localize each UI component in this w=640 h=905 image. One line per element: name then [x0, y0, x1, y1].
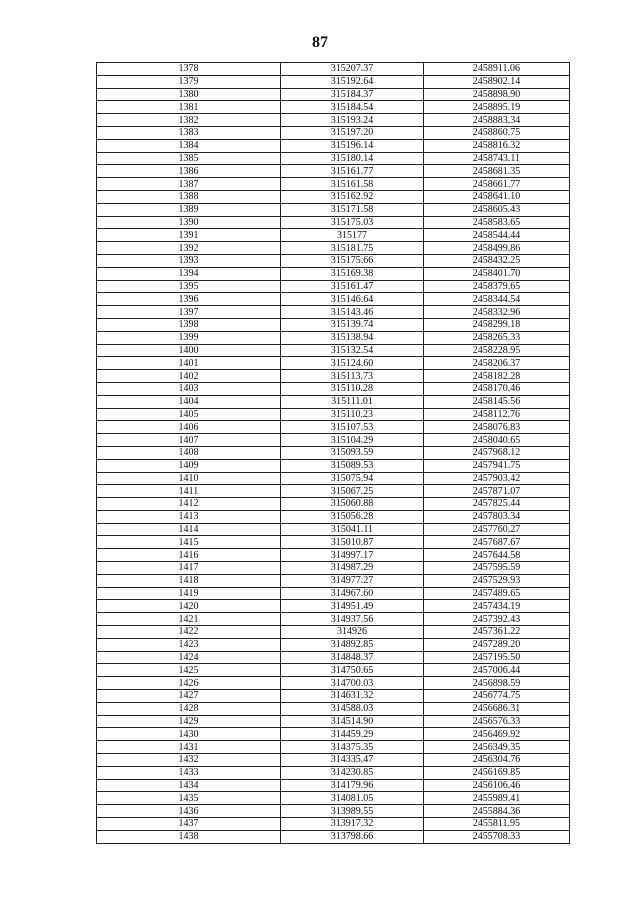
point-number-cell: 1436 — [97, 805, 281, 818]
table-row — [97, 677, 570, 690]
point-number-cell: 1378 — [97, 63, 281, 76]
table-row — [97, 741, 570, 754]
point-number-cell: 1433 — [97, 766, 281, 779]
y-coordinate-cell: 2456469.92 — [424, 728, 570, 741]
y-coordinate-cell: 2457595.59 — [424, 562, 570, 575]
table-row — [97, 587, 570, 600]
y-coordinate-cell: 2458344.54 — [424, 293, 570, 306]
point-number-cell: 1414 — [97, 523, 281, 536]
x-coordinate-cell: 315162.92 — [281, 190, 424, 203]
y-coordinate-cell: 2456106.46 — [424, 779, 570, 792]
table-row — [97, 318, 570, 331]
table-row — [97, 485, 570, 498]
table-row — [97, 101, 570, 114]
table-row — [97, 331, 570, 344]
table-row — [97, 152, 570, 165]
y-coordinate-cell: 2458170.46 — [424, 382, 570, 395]
y-coordinate-cell: 2458902.14 — [424, 75, 570, 88]
point-number-cell: 1431 — [97, 741, 281, 754]
x-coordinate-cell: 315056.28 — [281, 510, 424, 523]
point-number-cell: 1403 — [97, 382, 281, 395]
point-number-cell: 1399 — [97, 331, 281, 344]
x-coordinate-cell: 315161.77 — [281, 165, 424, 178]
table-row — [97, 779, 570, 792]
x-coordinate-cell: 314459.29 — [281, 728, 424, 741]
x-coordinate-cell: 314335.47 — [281, 754, 424, 767]
x-coordinate-cell: 315175.66 — [281, 254, 424, 267]
x-coordinate-cell: 315181.75 — [281, 242, 424, 255]
point-number-cell: 1380 — [97, 88, 281, 101]
point-number-cell: 1406 — [97, 421, 281, 434]
x-coordinate-cell: 315175.03 — [281, 216, 424, 229]
point-number-cell: 1404 — [97, 395, 281, 408]
point-number-cell: 1397 — [97, 306, 281, 319]
point-number-cell: 1384 — [97, 139, 281, 152]
table-row — [97, 395, 570, 408]
y-coordinate-cell: 2458641.10 — [424, 190, 570, 203]
table-row — [97, 562, 570, 575]
y-coordinate-cell: 2458883.34 — [424, 114, 570, 127]
y-coordinate-cell: 2458401.70 — [424, 267, 570, 280]
point-number-cell: 1401 — [97, 357, 281, 370]
point-number-cell: 1382 — [97, 114, 281, 127]
table-row — [97, 370, 570, 383]
point-number-cell: 1421 — [97, 613, 281, 626]
point-number-cell: 1383 — [97, 126, 281, 139]
y-coordinate-cell: 2457941.75 — [424, 459, 570, 472]
table-row — [97, 267, 570, 280]
x-coordinate-cell: 315192.64 — [281, 75, 424, 88]
x-coordinate-cell: 314967.60 — [281, 587, 424, 600]
y-coordinate-cell: 2456686.31 — [424, 702, 570, 715]
table-row — [97, 792, 570, 805]
table-row — [97, 690, 570, 703]
x-coordinate-cell: 315111.01 — [281, 395, 424, 408]
table-row — [97, 549, 570, 562]
x-coordinate-cell: 315132.54 — [281, 344, 424, 357]
y-coordinate-cell: 2457392.43 — [424, 613, 570, 626]
table-row — [97, 446, 570, 459]
table-row — [97, 715, 570, 728]
point-number-cell: 1385 — [97, 152, 281, 165]
x-coordinate-cell: 315184.37 — [281, 88, 424, 101]
x-coordinate-cell: 315177 — [281, 229, 424, 242]
y-coordinate-cell: 2457760.27 — [424, 523, 570, 536]
y-coordinate-cell: 2458816.32 — [424, 139, 570, 152]
point-number-cell: 1429 — [97, 715, 281, 728]
y-coordinate-cell: 2458583.65 — [424, 216, 570, 229]
x-coordinate-cell: 314951.49 — [281, 600, 424, 613]
x-coordinate-cell: 315146.64 — [281, 293, 424, 306]
table-row — [97, 638, 570, 651]
point-number-cell: 1437 — [97, 818, 281, 831]
table-row — [97, 805, 570, 818]
x-coordinate-cell: 315107.53 — [281, 421, 424, 434]
table-row — [97, 818, 570, 831]
table-row — [97, 203, 570, 216]
table-row — [97, 242, 570, 255]
point-number-cell: 1379 — [97, 75, 281, 88]
point-number-cell: 1425 — [97, 664, 281, 677]
table-row — [97, 190, 570, 203]
table-row — [97, 830, 570, 843]
y-coordinate-cell: 2458076.83 — [424, 421, 570, 434]
point-number-cell: 1426 — [97, 677, 281, 690]
x-coordinate-cell: 314926 — [281, 626, 424, 639]
y-coordinate-cell: 2456774.75 — [424, 690, 570, 703]
x-coordinate-cell: 314977.27 — [281, 574, 424, 587]
point-number-cell: 1422 — [97, 626, 281, 639]
x-coordinate-cell: 315060.88 — [281, 498, 424, 511]
point-number-cell: 1415 — [97, 536, 281, 549]
point-number-cell: 1398 — [97, 318, 281, 331]
y-coordinate-cell: 2457006.44 — [424, 664, 570, 677]
table-row — [97, 216, 570, 229]
y-coordinate-cell: 2456304.76 — [424, 754, 570, 767]
y-coordinate-cell: 2458112.76 — [424, 408, 570, 421]
table-row — [97, 421, 570, 434]
x-coordinate-cell: 315124.60 — [281, 357, 424, 370]
y-coordinate-cell: 2457903.42 — [424, 472, 570, 485]
point-number-cell: 1408 — [97, 446, 281, 459]
x-coordinate-cell: 314997.17 — [281, 549, 424, 562]
x-coordinate-cell: 314848.37 — [281, 651, 424, 664]
x-coordinate-cell: 315161.58 — [281, 178, 424, 191]
point-number-cell: 1417 — [97, 562, 281, 575]
x-coordinate-cell: 315093.59 — [281, 446, 424, 459]
y-coordinate-cell: 2458379.65 — [424, 280, 570, 293]
table-row — [97, 293, 570, 306]
table-row — [97, 280, 570, 293]
table-row — [97, 574, 570, 587]
point-number-cell: 1423 — [97, 638, 281, 651]
x-coordinate-cell: 313798.66 — [281, 830, 424, 843]
y-coordinate-cell: 2456349.35 — [424, 741, 570, 754]
y-coordinate-cell: 2457434.19 — [424, 600, 570, 613]
x-coordinate-cell: 315169.38 — [281, 267, 424, 280]
point-number-cell: 1396 — [97, 293, 281, 306]
point-number-cell: 1394 — [97, 267, 281, 280]
point-number-cell: 1388 — [97, 190, 281, 203]
point-number-cell: 1400 — [97, 344, 281, 357]
x-coordinate-cell: 314750.65 — [281, 664, 424, 677]
table-row — [97, 651, 570, 664]
x-coordinate-cell: 315089.53 — [281, 459, 424, 472]
x-coordinate-cell: 315104.29 — [281, 434, 424, 447]
point-number-cell: 1424 — [97, 651, 281, 664]
x-coordinate-cell: 315138.94 — [281, 331, 424, 344]
table-row — [97, 306, 570, 319]
y-coordinate-cell: 2457489.65 — [424, 587, 570, 600]
point-number-cell: 1387 — [97, 178, 281, 191]
y-coordinate-cell: 2458182.28 — [424, 370, 570, 383]
point-number-cell: 1392 — [97, 242, 281, 255]
point-number-cell: 1391 — [97, 229, 281, 242]
x-coordinate-cell: 315207.37 — [281, 63, 424, 76]
y-coordinate-cell: 2458040.65 — [424, 434, 570, 447]
y-coordinate-cell: 2458898.90 — [424, 88, 570, 101]
table-row — [97, 344, 570, 357]
table-row — [97, 139, 570, 152]
table-row — [97, 459, 570, 472]
point-number-cell: 1427 — [97, 690, 281, 703]
point-number-cell: 1418 — [97, 574, 281, 587]
table-row — [97, 178, 570, 191]
point-number-cell: 1420 — [97, 600, 281, 613]
x-coordinate-cell: 315067.25 — [281, 485, 424, 498]
point-number-cell: 1416 — [97, 549, 281, 562]
x-coordinate-cell: 315110.28 — [281, 382, 424, 395]
point-number-cell: 1393 — [97, 254, 281, 267]
x-coordinate-cell: 315161.47 — [281, 280, 424, 293]
table-row — [97, 600, 570, 613]
y-coordinate-cell: 2458432.25 — [424, 254, 570, 267]
x-coordinate-cell: 314179.96 — [281, 779, 424, 792]
table-row — [97, 382, 570, 395]
y-coordinate-cell: 2457871.07 — [424, 485, 570, 498]
x-coordinate-cell: 314892.85 — [281, 638, 424, 651]
point-number-cell: 1386 — [97, 165, 281, 178]
table-row — [97, 613, 570, 626]
y-coordinate-cell: 2458911.06 — [424, 63, 570, 76]
table-row — [97, 165, 570, 178]
point-number-cell: 1395 — [97, 280, 281, 293]
coordinates-table — [96, 62, 570, 844]
y-coordinate-cell: 2458499.86 — [424, 242, 570, 255]
table-row — [97, 63, 570, 76]
table-row — [97, 626, 570, 639]
x-coordinate-cell: 314700.03 — [281, 677, 424, 690]
x-coordinate-cell: 315171.58 — [281, 203, 424, 216]
x-coordinate-cell: 313917.32 — [281, 818, 424, 831]
point-number-cell: 1407 — [97, 434, 281, 447]
table-row — [97, 498, 570, 511]
x-coordinate-cell: 314230.85 — [281, 766, 424, 779]
point-number-cell: 1430 — [97, 728, 281, 741]
y-coordinate-cell: 2458860.75 — [424, 126, 570, 139]
table-row — [97, 536, 570, 549]
x-coordinate-cell: 315197.20 — [281, 126, 424, 139]
x-coordinate-cell: 314375.35 — [281, 741, 424, 754]
y-coordinate-cell: 2458605.43 — [424, 203, 570, 216]
y-coordinate-cell: 2457289.20 — [424, 638, 570, 651]
point-number-cell: 1389 — [97, 203, 281, 216]
x-coordinate-cell: 314631.32 — [281, 690, 424, 703]
y-coordinate-cell: 2458145.56 — [424, 395, 570, 408]
point-number-cell: 1405 — [97, 408, 281, 421]
table-row — [97, 357, 570, 370]
point-number-cell: 1432 — [97, 754, 281, 767]
table-row — [97, 472, 570, 485]
x-coordinate-cell: 314987.29 — [281, 562, 424, 575]
y-coordinate-cell: 2457803.34 — [424, 510, 570, 523]
point-number-cell: 1409 — [97, 459, 281, 472]
table-row — [97, 766, 570, 779]
coordinates-table-body — [97, 63, 570, 844]
x-coordinate-cell: 315184.54 — [281, 101, 424, 114]
x-coordinate-cell: 315010.87 — [281, 536, 424, 549]
point-number-cell: 1410 — [97, 472, 281, 485]
y-coordinate-cell: 2457361.22 — [424, 626, 570, 639]
point-number-cell: 1419 — [97, 587, 281, 600]
y-coordinate-cell: 2458228.95 — [424, 344, 570, 357]
table-row — [97, 114, 570, 127]
x-coordinate-cell: 314081.05 — [281, 792, 424, 805]
table-row — [97, 254, 570, 267]
y-coordinate-cell: 2458661.77 — [424, 178, 570, 191]
y-coordinate-cell: 2456169.85 — [424, 766, 570, 779]
y-coordinate-cell: 2457529.93 — [424, 574, 570, 587]
table-row — [97, 434, 570, 447]
point-number-cell: 1428 — [97, 702, 281, 715]
point-number-cell: 1390 — [97, 216, 281, 229]
y-coordinate-cell: 2455811.95 — [424, 818, 570, 831]
table-row — [97, 728, 570, 741]
point-number-cell: 1438 — [97, 830, 281, 843]
y-coordinate-cell: 2456898.59 — [424, 677, 570, 690]
point-number-cell: 1381 — [97, 101, 281, 114]
x-coordinate-cell: 315110.23 — [281, 408, 424, 421]
x-coordinate-cell: 315180.14 — [281, 152, 424, 165]
x-coordinate-cell: 314514.90 — [281, 715, 424, 728]
y-coordinate-cell: 2457825.44 — [424, 498, 570, 511]
table-row — [97, 126, 570, 139]
point-number-cell: 1435 — [97, 792, 281, 805]
page-number: 87 — [312, 34, 328, 51]
y-coordinate-cell: 2455884.36 — [424, 805, 570, 818]
table-row — [97, 229, 570, 242]
y-coordinate-cell: 2455989.41 — [424, 792, 570, 805]
y-coordinate-cell: 2458544.44 — [424, 229, 570, 242]
table-row — [97, 702, 570, 715]
table-row — [97, 510, 570, 523]
y-coordinate-cell: 2458681.35 — [424, 165, 570, 178]
x-coordinate-cell: 313989.55 — [281, 805, 424, 818]
x-coordinate-cell: 315041.11 — [281, 523, 424, 536]
y-coordinate-cell: 2458895.19 — [424, 101, 570, 114]
y-coordinate-cell: 2458265.33 — [424, 331, 570, 344]
point-number-cell: 1413 — [97, 510, 281, 523]
table-row — [97, 664, 570, 677]
y-coordinate-cell: 2457195.50 — [424, 651, 570, 664]
y-coordinate-cell: 2457644.58 — [424, 549, 570, 562]
y-coordinate-cell: 2458743.11 — [424, 152, 570, 165]
table-row — [97, 754, 570, 767]
table-row — [97, 523, 570, 536]
x-coordinate-cell: 314588.03 — [281, 702, 424, 715]
table-row — [97, 88, 570, 101]
x-coordinate-cell: 315139.74 — [281, 318, 424, 331]
point-number-cell: 1412 — [97, 498, 281, 511]
x-coordinate-cell: 315143.46 — [281, 306, 424, 319]
y-coordinate-cell: 2458299.18 — [424, 318, 570, 331]
point-number-cell: 1434 — [97, 779, 281, 792]
point-number-cell: 1411 — [97, 485, 281, 498]
x-coordinate-cell: 315193.24 — [281, 114, 424, 127]
table-row — [97, 75, 570, 88]
y-coordinate-cell: 2456576.33 — [424, 715, 570, 728]
y-coordinate-cell: 2457968.12 — [424, 446, 570, 459]
y-coordinate-cell: 2458206.37 — [424, 357, 570, 370]
point-number-cell: 1402 — [97, 370, 281, 383]
y-coordinate-cell: 2458332.96 — [424, 306, 570, 319]
table-row — [97, 408, 570, 421]
x-coordinate-cell: 315113.73 — [281, 370, 424, 383]
x-coordinate-cell: 315196.14 — [281, 139, 424, 152]
y-coordinate-cell: 2457687.67 — [424, 536, 570, 549]
x-coordinate-cell: 314937.56 — [281, 613, 424, 626]
x-coordinate-cell: 315075.94 — [281, 472, 424, 485]
y-coordinate-cell: 2455708.33 — [424, 830, 570, 843]
